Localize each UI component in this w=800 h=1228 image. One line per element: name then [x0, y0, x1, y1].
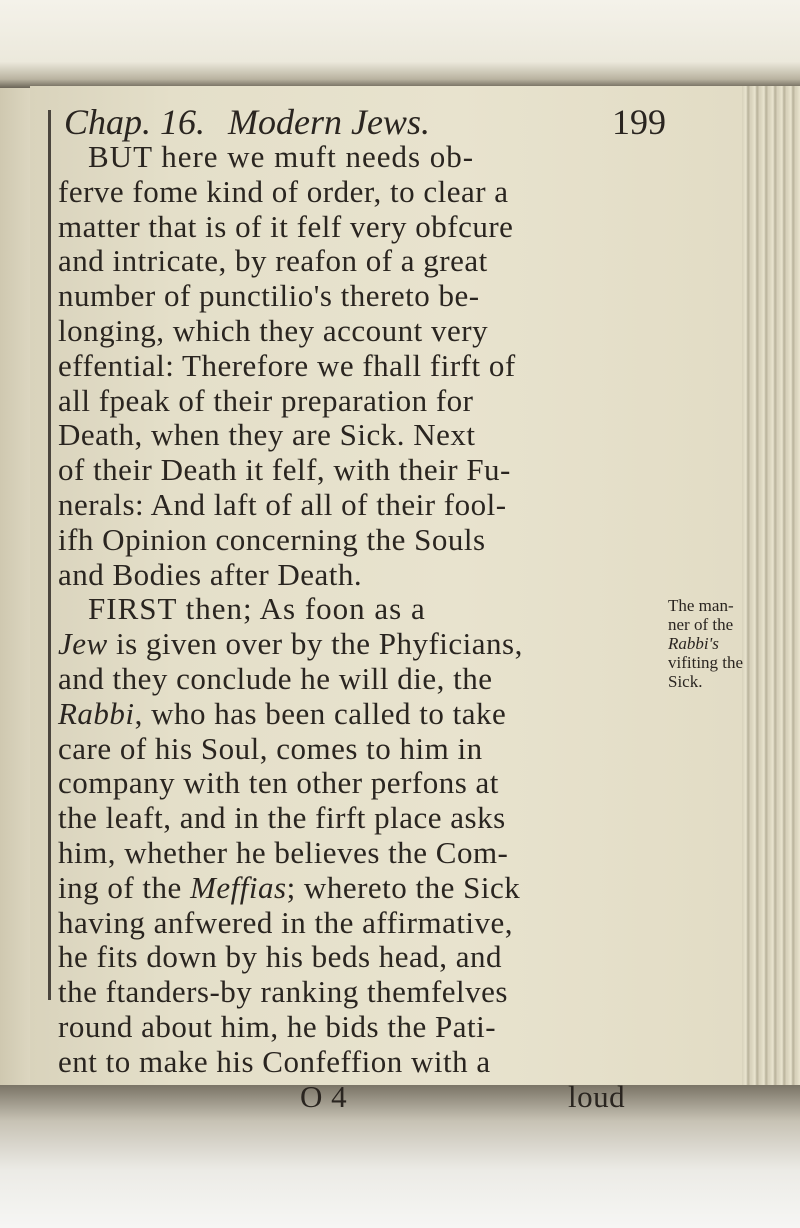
text-line-23: having anfwered in the affirmative,: [58, 905, 514, 940]
text-line-8: all fpeak of their preparation for: [58, 383, 474, 418]
text-line-17: Rabbi, who has been called to take: [58, 696, 507, 731]
text-line-3: matter that is of it felf very obfcure: [58, 209, 514, 244]
text-line-16: and they conclude he will die, the: [58, 661, 493, 696]
left-page-edge: [0, 88, 32, 1088]
text-line-18: care of his Soul, comes to him in: [58, 731, 483, 766]
text-line-20: the leaft, and in the firft place asks: [58, 800, 506, 835]
margin-note-line-2: ner of the: [668, 615, 734, 634]
text-line-9: Death, when they are Sick. Next: [58, 417, 476, 452]
text-line-12: ifh Opinion concerning the Souls: [58, 522, 486, 557]
text-line-22: ing of the Meffias; whereto the Sick: [58, 870, 521, 905]
text-line-26: round about him, he bids the Pati-: [58, 1009, 497, 1044]
text-line-6: longing, which they account very: [58, 313, 489, 348]
text-line-27: ent to make his Confeffion with a: [58, 1044, 491, 1079]
top-scan-margin: [0, 0, 800, 88]
text-line-15: Jew is given over by the Phyficians,: [58, 626, 523, 661]
text-line-14: FIRST then; As foon as a: [88, 591, 426, 626]
text-line-4: and intricate, by reafon of a great: [58, 243, 488, 278]
right-page-edges: [742, 86, 800, 1096]
margin-note-line-1: The man-: [668, 596, 734, 615]
running-title: Modern Jews.: [228, 102, 430, 142]
text-line-19: company with ten other perfons at: [58, 765, 499, 800]
text-line-13: and Bodies after Death.: [58, 557, 363, 592]
gutter-shadow: [48, 110, 51, 1000]
text-line-11: nerals: And laft of all of their fool-: [58, 487, 507, 522]
text-line-24: he fits down by his beds head, and: [58, 939, 503, 974]
page-number: 199: [612, 102, 666, 142]
margin-note-line-5: Sick.: [668, 672, 703, 691]
chapter-heading: Chap. 16.: [64, 102, 206, 142]
text-line-25: the ftanders-by ranking themfelves: [58, 974, 508, 1009]
text-line-21: him, whether he believes the Com-: [58, 835, 509, 870]
text-line-1: BUT here we muft needs ob-: [88, 139, 475, 174]
text-line-7: effential: Therefore we fhall firft of: [58, 348, 516, 383]
bottom-scan-margin: [0, 1085, 800, 1228]
margin-note-line-4: vifiting the: [668, 653, 744, 672]
catchword: loud: [568, 1079, 626, 1114]
signature-mark: O 4: [300, 1079, 348, 1114]
margin-note-line-3: Rabbi's: [668, 634, 719, 653]
text-line-5: number of punctilio's thereto be-: [58, 278, 480, 313]
text-line-2: ferve fome kind of order, to clear a: [58, 174, 509, 209]
text-line-10: of their Death it felf, with their Fu-: [58, 452, 511, 487]
